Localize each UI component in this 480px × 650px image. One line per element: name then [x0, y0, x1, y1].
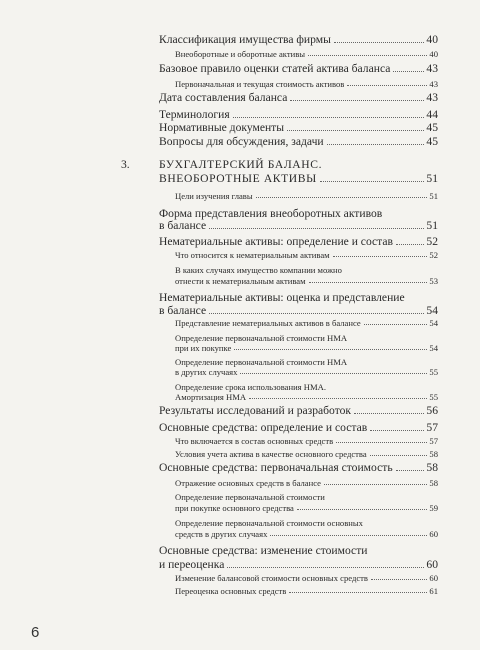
toc-entry-title-line: Определение первоначальной стоимости	[175, 492, 325, 502]
toc-entry-page: 45	[426, 135, 438, 148]
leader-dots	[396, 244, 424, 245]
toc-entry-title: отнести к нематериальным активам	[175, 276, 306, 286]
toc-entry-page: 51	[426, 172, 438, 185]
toc-entry	[175, 191, 438, 201]
leader-dots	[371, 579, 427, 580]
toc-entry	[159, 62, 438, 75]
toc-entry-page: 60	[426, 558, 438, 571]
toc-entry-title: в других случаях	[175, 367, 238, 377]
toc-entry-page: 54	[429, 318, 438, 328]
toc-entry	[175, 79, 438, 89]
leader-dots	[364, 324, 428, 325]
toc-entry-title: Переоценка основных средств	[175, 586, 287, 596]
toc-entry	[175, 529, 438, 539]
toc-entry	[159, 135, 438, 148]
leader-dots	[233, 117, 425, 118]
leader-dots	[287, 130, 424, 131]
leader-dots	[297, 509, 428, 510]
chapter-title	[159, 172, 438, 185]
toc-entry-title: средств в других случаях	[175, 529, 268, 539]
toc-entry-title: Дата составления баланса	[159, 91, 288, 104]
toc-entry-page: 57	[429, 436, 438, 446]
toc-entry-page: 58	[429, 478, 438, 488]
leader-dots	[324, 484, 427, 485]
leader-dots	[396, 470, 425, 471]
toc-entry-title: Базовое правило оценки статей актива баланса	[159, 62, 391, 75]
toc-entry	[159, 108, 438, 121]
toc-entry	[159, 558, 438, 571]
toc-entry-page: 40	[429, 49, 438, 59]
toc-entry-title: Терминология	[159, 108, 230, 121]
toc-entry-title: Классификация имущества фирмы	[159, 33, 331, 46]
toc-entry-title: Результаты исследований и разработок	[159, 404, 352, 417]
toc-entry	[159, 461, 438, 474]
toc-entry-page: 43	[426, 62, 438, 75]
toc-entry-page: 45	[426, 121, 438, 134]
leader-dots	[234, 349, 427, 350]
leader-dots	[334, 42, 425, 43]
toc-entry-title: Цели изучения главы	[175, 191, 253, 201]
toc-entry-title-line: В каких случаях имущество компании можно	[175, 265, 342, 275]
toc-entry-page: 58	[426, 461, 438, 474]
toc-entry	[175, 343, 438, 353]
toc-entry-page: 43	[426, 91, 438, 104]
chapter-number: 3.	[121, 158, 130, 171]
toc-entry-page: 57	[426, 421, 438, 434]
toc-entry-title: Внеоборотные и оборотные активы	[175, 49, 306, 59]
leader-dots	[209, 228, 424, 229]
toc-entry	[159, 219, 438, 232]
toc-entry	[175, 503, 438, 513]
toc-entry-title-line: Определение первоначальной стоимости НМА	[175, 357, 348, 367]
toc-entry-title: Первоначальная и текущая стоимость активов	[175, 79, 345, 89]
leader-dots	[354, 413, 424, 414]
toc-entry-page: 54	[426, 304, 438, 317]
toc-entry-title-line: Определение срока использования НМА.	[175, 382, 326, 392]
toc-entry	[175, 367, 438, 377]
toc-entry-title: в балансе	[159, 219, 207, 232]
toc-entry-title: Амортизация НМА	[175, 392, 247, 402]
toc-entry	[159, 121, 438, 134]
leader-dots	[270, 535, 427, 536]
toc-entry-page: 40	[426, 33, 438, 46]
leader-dots	[289, 592, 427, 593]
toc-entry-page: 60	[429, 573, 438, 583]
toc-entry-page: 44	[426, 108, 438, 121]
toc-entry-page: 58	[429, 449, 438, 459]
toc-entry	[175, 250, 438, 260]
toc-entry	[175, 276, 438, 286]
toc-entry	[175, 449, 438, 459]
toc-entry-title: Что включается в состав основных средств	[175, 436, 334, 446]
toc-entry	[159, 235, 438, 248]
toc-entry-title: при покупке основного средства	[175, 503, 294, 513]
toc-entry-title-line: Форма представления внеоборотных активов	[159, 207, 383, 220]
toc-entry	[159, 33, 438, 46]
toc-entry-page: 53	[429, 276, 438, 286]
leader-dots	[290, 100, 424, 101]
toc-entry-title-line: Основные средства: изменение стоимости	[159, 544, 368, 557]
toc-entry-page: 43	[429, 79, 438, 89]
toc-entry-title: в балансе	[159, 304, 207, 317]
toc-entry	[159, 91, 438, 104]
leader-dots	[393, 71, 424, 72]
toc-entry-page: 55	[429, 392, 438, 402]
toc-entry-page: 54	[429, 343, 438, 353]
toc-entry-title: и переоценка	[159, 558, 225, 571]
toc-entry-page: 60	[429, 529, 438, 539]
toc-entry	[175, 392, 438, 402]
toc-entry	[175, 478, 438, 488]
toc-entry-title: Основные средства: первоначальная стоимость	[159, 461, 393, 474]
toc-entry	[175, 318, 438, 328]
toc-entry	[175, 436, 438, 446]
chapter-title-line: БУХГАЛТЕРСКИЙ БАЛАНС.	[159, 158, 323, 171]
toc-entry-page: 55	[429, 367, 438, 377]
toc-entry-title: Отражение основных средств в балансе	[175, 478, 321, 488]
toc-entry-title: Условия учета актива в качестве основного средства	[175, 449, 367, 459]
leader-dots	[327, 144, 425, 145]
toc-entry-page: 51	[426, 219, 438, 232]
toc-entry-title: Изменение балансовой стоимости основных средств	[175, 573, 368, 583]
toc-entry	[159, 404, 438, 417]
toc-entry-page: 56	[426, 404, 438, 417]
toc-entry-page: 59	[429, 503, 438, 513]
toc-entry	[175, 49, 438, 59]
toc-entry	[175, 573, 438, 583]
leader-dots	[320, 181, 425, 182]
toc-entry-title: Представление нематериальных активов в балансе	[175, 318, 361, 328]
toc-entry-title: Нормативные документы	[159, 121, 285, 134]
toc-entry-page: 51	[429, 191, 438, 201]
toc-entry-page: 61	[429, 586, 438, 596]
leader-dots	[309, 282, 428, 283]
page-number: 6	[31, 624, 40, 641]
leader-dots	[333, 256, 428, 257]
toc-entry	[159, 421, 438, 434]
toc-entry-title-line: Нематериальные активы: оценка и представление	[159, 291, 405, 304]
leader-dots	[347, 85, 427, 86]
toc-entry-title-line: Определение первоначальной стоимости основных	[175, 518, 363, 528]
leader-dots	[370, 430, 424, 431]
toc-entry-title: Нематериальные активы: определение и состав	[159, 235, 394, 248]
toc-entry-page: 52	[429, 250, 438, 260]
leader-dots	[249, 398, 427, 399]
toc-entry-title: Что относится к нематериальным активам	[175, 250, 330, 260]
toc-entry-title: ВНЕОБОРОТНЫЕ АКТИВЫ	[159, 172, 317, 185]
leader-dots	[336, 442, 427, 443]
toc-entry-page: 52	[426, 235, 438, 248]
toc-entry	[159, 304, 438, 317]
toc-entry-title: Вопросы для обсуждения, задачи	[159, 135, 324, 148]
toc-entry	[175, 586, 438, 596]
leader-dots	[370, 455, 428, 456]
toc-entry-title: Основные средства: определение и состав	[159, 421, 368, 434]
leader-dots	[256, 197, 428, 198]
toc-entry-title: при их покупке	[175, 343, 232, 353]
leader-dots	[308, 55, 427, 56]
leader-dots	[240, 373, 427, 374]
toc-entry-title-line: Определение первоначальной стоимости НМА	[175, 333, 348, 343]
leader-dots	[227, 567, 424, 568]
leader-dots	[209, 313, 424, 314]
